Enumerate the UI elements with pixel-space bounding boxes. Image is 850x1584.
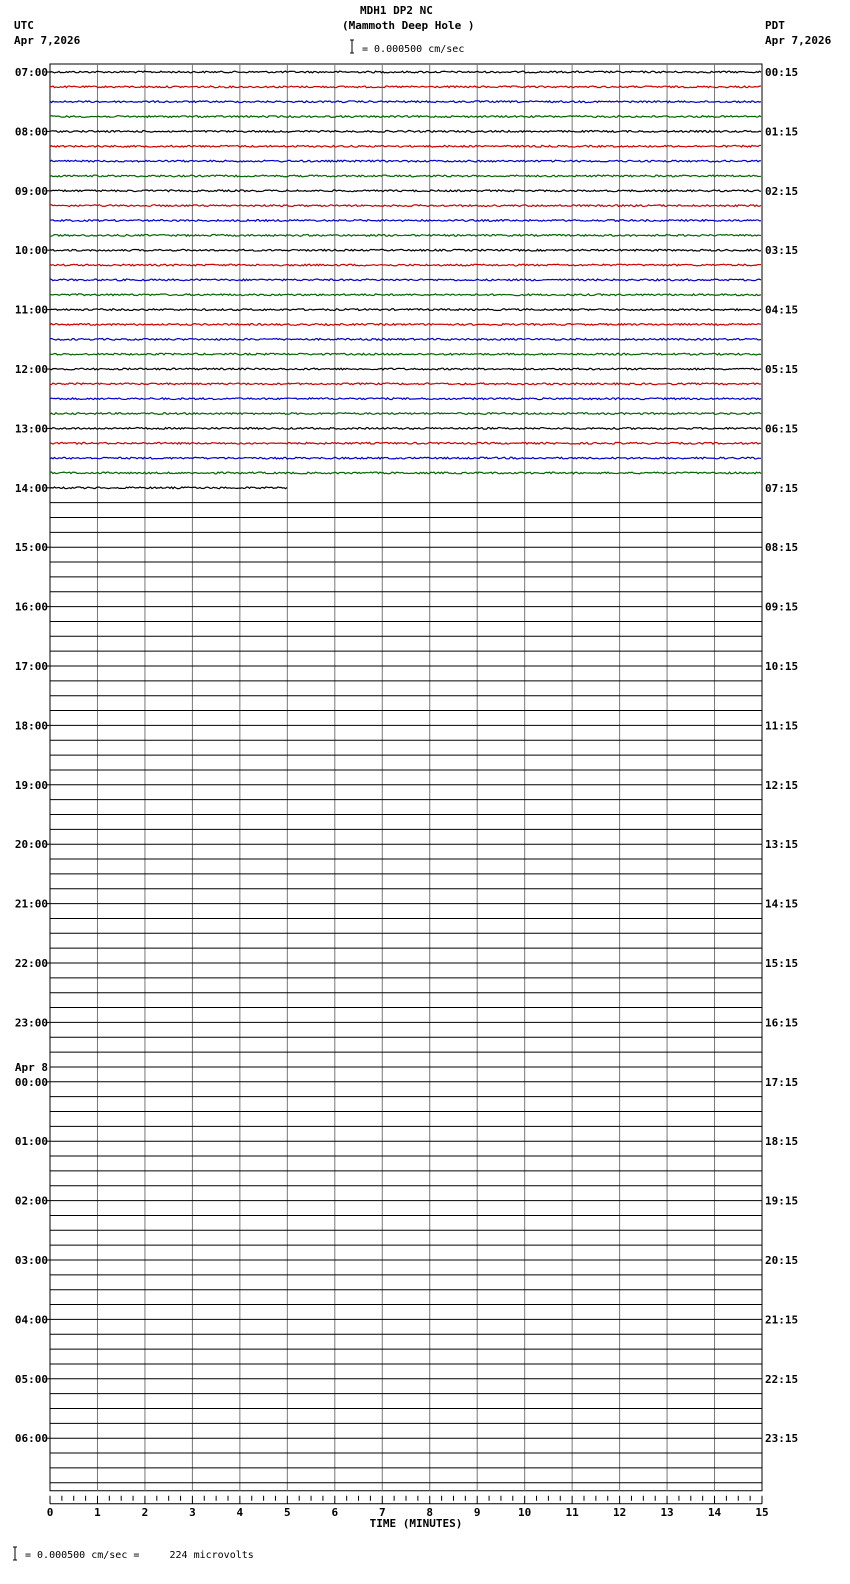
seismic-trace: [50, 249, 761, 251]
seismic-trace: [50, 368, 761, 370]
site-name: (Mammoth Deep Hole ): [342, 19, 475, 32]
utc-hour-label: 14:00: [14, 481, 48, 495]
seismic-trace: [50, 309, 761, 311]
x-tick-label: 1: [94, 1505, 101, 1519]
utc-hour-label: 04:00: [14, 1313, 48, 1327]
x-tick-label: 5: [284, 1505, 291, 1519]
pdt-hour-label: 06:15: [765, 422, 799, 436]
seismic-trace: [50, 338, 761, 340]
x-tick-label: 11: [565, 1505, 579, 1519]
pdt-hour-label: 16:15: [765, 1016, 799, 1030]
utc-hour-label: 05:00: [14, 1372, 48, 1386]
seismic-trace: [50, 71, 761, 73]
seismic-trace: [50, 220, 761, 222]
x-axis-label: TIME (MINUTES): [369, 1516, 463, 1530]
utc-hour-label: 10:00: [14, 244, 48, 258]
x-tick-label: 3: [189, 1505, 196, 1519]
seismic-trace: [50, 324, 761, 326]
utc-hour-label: 18:00: [14, 719, 48, 733]
pdt-hour-label: 08:15: [765, 541, 799, 555]
utc-hour-label: 15:00: [14, 541, 48, 555]
pdt-hour-label: 19:15: [765, 1194, 799, 1208]
pdt-hour-label: 05:15: [765, 363, 799, 376]
x-tick-label: 6: [331, 1505, 339, 1519]
x-tick-label: 13: [660, 1505, 674, 1519]
seismic-trace: [50, 86, 761, 88]
seismic-trace: [50, 116, 761, 118]
x-tick-label: 12: [612, 1505, 627, 1519]
utc-hour-label: 00:00: [14, 1075, 48, 1089]
utc-hour-label: 07:00: [14, 66, 48, 79]
pdt-hour-label: 15:15: [765, 957, 799, 970]
utc-hour-label: 03:00: [14, 1254, 48, 1267]
seismic-trace: [50, 145, 761, 147]
pdt-hour-label: 04:15: [765, 303, 799, 317]
x-tick-label: 10: [518, 1505, 532, 1519]
seismic-trace: [50, 131, 761, 133]
pdt-hour-label: 20:15: [765, 1254, 799, 1267]
x-tick-label: 7: [378, 1505, 386, 1519]
x-tick-label: 4: [236, 1505, 244, 1519]
station-title: MDH1 DP2 NC: [360, 4, 433, 17]
pdt-hour-label: 21:15: [765, 1313, 799, 1327]
utc-hour-label: 17:00: [14, 660, 48, 673]
pdt-hour-label: 13:15: [765, 838, 799, 852]
x-tick-label: 2: [141, 1505, 149, 1519]
footer-scale-note: = 0.000500 cm/sec = 224 microvolts: [25, 1550, 254, 1561]
pdt-hour-label: 02:15: [765, 184, 799, 198]
utc-hour-label: 22:00: [14, 957, 48, 970]
utc-hour-label: 02:00: [14, 1194, 48, 1208]
seismic-trace: [50, 294, 761, 296]
x-tick-label: 14: [707, 1505, 722, 1519]
pdt-hour-label: 00:15: [765, 66, 799, 79]
seismic-trace: [50, 428, 761, 430]
utc-hour-label: 06:00: [14, 1432, 48, 1446]
seismic-trace: [50, 101, 761, 103]
pdt-hour-label: 22:15: [765, 1372, 799, 1386]
utc-hour-label: 08:00: [14, 125, 48, 139]
pdt-hour-label: 17:15: [765, 1075, 799, 1089]
pdt-hour-label: 09:15: [765, 600, 799, 614]
seismic-trace: [50, 472, 761, 474]
seismic-trace: [50, 413, 761, 415]
utc-hour-label: 12:00: [14, 363, 48, 376]
pdt-hour-label: 10:15: [765, 660, 799, 673]
pdt-hour-label: 11:15: [765, 719, 799, 733]
pdt-hour-label: 23:15: [765, 1432, 799, 1446]
day-change-label: Apr 8: [14, 1060, 48, 1074]
x-tick-label: 15: [755, 1505, 769, 1519]
pdt-hour-label: 07:15: [765, 481, 799, 495]
utc-hour-label: 16:00: [14, 600, 48, 614]
utc-hour-label: 23:00: [14, 1016, 48, 1030]
utc-hour-label: 11:00: [14, 303, 48, 317]
pdt-hour-label: 18:15: [765, 1135, 799, 1149]
pdt-hour-label: 14:15: [765, 897, 799, 911]
seismic-trace: [50, 264, 761, 266]
seismic-trace: [50, 353, 761, 355]
utc-hour-label: 21:00: [14, 897, 48, 911]
pdt-hour-label: 03:15: [765, 244, 799, 258]
x-tick-label: 9: [473, 1505, 481, 1519]
utc-hour-label: 20:00: [14, 838, 48, 852]
utc-date: Apr 7,2026: [14, 34, 81, 47]
utc-label: UTC: [14, 19, 34, 32]
plot-frame: [50, 64, 762, 1491]
seismic-trace: [50, 442, 761, 444]
seismic-trace: [50, 279, 761, 281]
seismic-trace: [50, 190, 761, 192]
seismic-trace: [50, 487, 287, 489]
seismic-trace: [50, 383, 761, 385]
seismic-trace: [50, 160, 761, 162]
utc-hour-label: 09:00: [14, 184, 48, 198]
pdt-label: PDT: [765, 19, 785, 32]
utc-hour-label: 13:00: [14, 422, 48, 436]
pdt-hour-label: 01:15: [765, 125, 799, 139]
pdt-date: Apr 7,2026: [765, 34, 832, 47]
x-tick-label: 0: [46, 1505, 54, 1519]
seismic-trace: [50, 205, 761, 207]
seismic-trace: [50, 398, 761, 400]
seismic-trace: [50, 457, 761, 459]
pdt-hour-label: 12:15: [765, 778, 799, 792]
seismic-trace: [50, 234, 761, 236]
utc-hour-label: 01:00: [14, 1135, 48, 1149]
x-tick-label: 8: [426, 1505, 434, 1519]
seismic-trace: [50, 175, 761, 177]
scale-label: = 0.000500 cm/sec: [362, 44, 465, 55]
utc-hour-label: 19:00: [14, 778, 48, 792]
